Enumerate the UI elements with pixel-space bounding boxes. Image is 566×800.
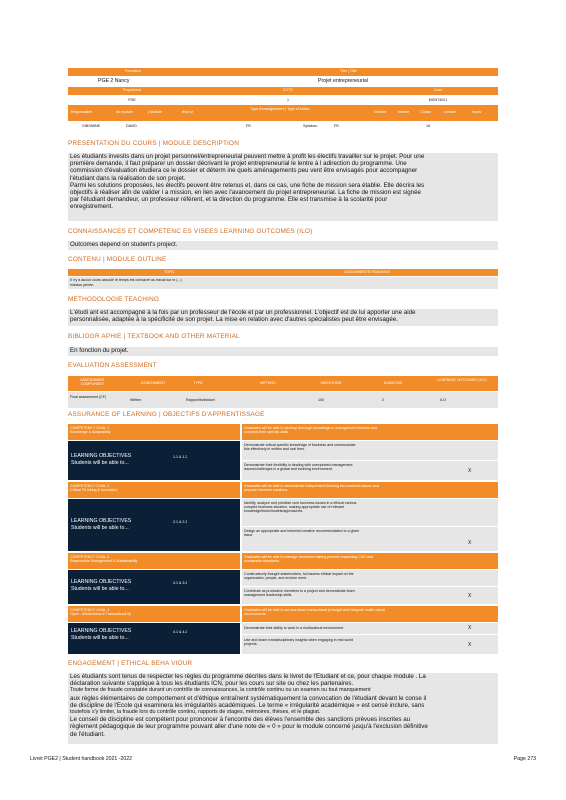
col-module: | Module [148, 110, 162, 114]
eval-weighting: 100 [318, 398, 324, 402]
topic-row-2: mission privée. [70, 283, 94, 287]
engagement-line: toutefois s'y limiter, la fraude lors du contrôle continu, rapports de stages, mémoires, thèses, et le plagiat. [70, 709, 321, 716]
methodology-line: personnalisée, adaptée à la spécificité de son projet. La mise en relation avec d'autres spécialistes peut être envisagée. [70, 316, 398, 324]
objective-text: Demonstrate critical specific knowledge of business and communicate this effectively in written and oral form. [244, 443, 356, 452]
footer-page-number: Page 273 [513, 756, 536, 762]
objective-text: Design an appropriate and informed creative recommendation to a given issue. [244, 529, 360, 538]
eval-col-assessment: ASSESSMENT [140, 381, 166, 385]
ects-label: ECTS [283, 88, 293, 92]
presentation-line: Parmi les solutions proposées, les électifs peuvent être retenus et, dans ce cas, une fiche de mission sera établie. Elle décrira les [70, 181, 425, 189]
eval-col-method: METHOD [260, 381, 276, 385]
presentation-line: par l'étudiant demandeur, un professeur référent, et la direction du programme. Elle est transmise à la scolarité pour [70, 196, 388, 204]
methodology-block [68, 309, 498, 326]
aol-goal-3-row-1 [242, 570, 498, 586]
methodology-heading: METHODOLOGIE TEACHING [68, 296, 160, 303]
lead-value: GIBOMINE [82, 124, 100, 128]
engagement-line: Les étudiants sont tenus de respecter les règles du programme décrites dans le livret de l'Etudiant et ce, pour chaque module . La [70, 673, 426, 680]
aol-goal-4-objectives [68, 623, 240, 654]
objective-mark: X [468, 468, 472, 474]
title-value: Projet entrepreneurial [318, 78, 368, 84]
engagement-line: déclaration suivante s'applique à tous les étudiants ICN, pour les cours sur site ou chez les partenaires. [70, 680, 354, 688]
biblio-text: En fonction du projet. [68, 347, 498, 356]
objectives-numbers: 3.1 & 3.2 [173, 581, 188, 585]
col-responsable: Responsable [71, 110, 92, 114]
footer-left: Livret PGE2 | Student handbook 2021 -2022 [30, 756, 132, 762]
objective-text: Identify, analyze and prioritize core business issues in a ethical various complex business situation, making appropriate use of relevant knowledge/tools/models/approaches. [244, 501, 357, 514]
header-row-2 [68, 77, 498, 86]
goal-label: COMPETENCY GOAL 4 Open - Mindedness & Transcultural ity [68, 606, 240, 622]
competences-heading: CONNAISSANCES ET COMPETENC ES VISEES LEARNING OUTCOMES (ILO) [68, 228, 313, 235]
header-row-1 [68, 68, 498, 76]
contenu-heading: CONTENU | MODULE OUTLINE [68, 256, 167, 263]
aol-goal-2-objectives [68, 499, 240, 551]
aol-goal-4-row-1 [242, 623, 498, 634]
objective-text: Constructively thought stakeholders, full assess ethical impact on the organization, people, and environ ment. [244, 572, 354, 581]
objectives-sub: Students will be able to... [71, 460, 129, 466]
engagement-line: de discipline de l'Ecole qui examinera les irrégularités académiques. Le terme « irrégularité académique » est censé inclure, sans [70, 701, 425, 709]
col-volume: Volume [374, 110, 386, 114]
engagement-heading: ENGAGEMENT | ETHICAL BEHA VIOUR [68, 660, 193, 667]
col-horaire: horaire [398, 110, 410, 114]
lead-value-2: DAVID [126, 124, 137, 128]
eval-method: Rapport/individuel [186, 398, 215, 402]
header-row-3 [68, 87, 498, 95]
code-value: MGNT4021 [428, 98, 448, 102]
objective-text: Demonstrate their ability to work in a multicultural environment. [244, 626, 345, 630]
col-class: | Class [420, 110, 431, 114]
eval-ilo: ILO [440, 398, 446, 402]
eval-col-duration: DURATION [383, 381, 403, 385]
objectives-label: LEARNING OBJECTIVES [71, 453, 132, 459]
eval-col-component: ASSESSMENT COMPONENT [80, 378, 105, 387]
engagement-line: aux règles élémentaires de comportement et d'éthique entraînent systématiquement la convocation de l'étudiant devant le conse il [70, 694, 427, 702]
engagement-line: Toute forme de fraude constatée durant un contrôle de connaissances, la contrôle continu ou un examen ou tout manquement [70, 687, 371, 694]
objectives-label: LEARNING OBJECTIVES [71, 579, 132, 585]
goal-description: Graduates will be able to manage decisions making process respecting CSR and sustainable standards. [242, 553, 498, 569]
presentation-line: Les étudiants investis dans un projet personnel/entrepreneurial peuvent mettre à profit les électifs travailler sur le projet. Pour une [70, 153, 425, 160]
objective-mark: X [468, 642, 472, 648]
goal-description: Graduates will be able to develop thorough knowledge in management theories and concepts their specific skills. [242, 424, 498, 440]
hours-value: 16 [426, 124, 430, 128]
objective-mark: X [468, 593, 472, 599]
topic-row [68, 277, 498, 289]
syllabus-value: FR [334, 124, 339, 128]
aol-goal-1-row-2 [242, 461, 498, 480]
aol-goal-1-row-1 [242, 441, 498, 460]
type-value: FR [246, 124, 251, 128]
presentation-line: objectifs à réaliser afin de valider l a mission, en lien avec l'avancement du projet entrepreneurial. La fiche de mission est signée [70, 189, 421, 197]
ects-value: 1 [287, 98, 289, 102]
presentation-line: enregistrement. [70, 203, 113, 211]
objectives-label: LEARNING OBJECTIVES [71, 518, 132, 524]
competences-text: Outcomes depend on student's project. [68, 241, 498, 250]
topic-header: TOPIC [164, 270, 175, 274]
objectives-label: LEARNING OBJECTIVES [71, 628, 132, 634]
aol-goal-4-row-2 [242, 635, 498, 654]
engagement-line: de l'étudiant. [70, 730, 105, 738]
col-hours: hours [472, 110, 481, 114]
aol-goal-3-header [68, 553, 498, 569]
aol-heading: ASSURANCE OF LEARNING | OBJECTIFS D'APPRENTISSAGE [68, 411, 265, 418]
topic-row-1: Il n'y a aucun cours associé le temps est consacré au travail sur le (...) [70, 278, 182, 282]
syllabus-label: Syllabus: [303, 124, 318, 128]
aol-goal-1-objectives [68, 441, 240, 480]
aol-goal-2-header [68, 482, 498, 498]
programme-label: Programme [122, 88, 142, 92]
aol-goal-4-header [68, 606, 498, 622]
presentation-line: commission d'évaluation étudiera ce le dossier et déterm ine quels aménagements peu vent être envisagés pour accompagner [70, 167, 418, 175]
presentation-block [68, 153, 498, 221]
eval-header-row [68, 376, 498, 391]
objectives-sub: Students will be able to... [71, 586, 129, 592]
eval-component: Final assessment (CF) [70, 395, 107, 399]
goal-label: COMPETENCY GOAL 3 Responsible Management & Sustainability [68, 553, 240, 569]
objective-text: Use and share transdisciplinary insights when engaging in real world projects. [244, 638, 354, 647]
aol-goal-1-header [68, 424, 498, 440]
header-row-5 [68, 105, 498, 121]
presentation-heading: PRÉSENTATION DU COURS | MODULE DESCRIPTION [68, 140, 240, 147]
objective-mark: X [468, 625, 472, 631]
header-row-6 [68, 122, 498, 130]
goal-description: Graduates will be able to demonstrate independent thinking into business issues and propose informed solutions. [242, 482, 498, 498]
title-label: Titre | Title [340, 69, 357, 73]
goal-label: COMPETENCY GOAL 1 Knowledge & Adaptability [68, 424, 240, 440]
aol-goal-3-row-2 [242, 587, 498, 604]
objectives-numbers: 2.1 & 2.2 [173, 520, 188, 524]
objectives-sub: Students will be able to... [71, 635, 129, 641]
topic-header-right: ASSIGNMENTS READINGS [344, 270, 390, 274]
engagement-block [68, 673, 498, 744]
methodology-line: L'étudi ant est accompagné à la fois par un professeur de l'école et par un professionnel. L'objectif est de lui apporter une aide [70, 309, 416, 316]
presentation-line: première demande, il faut préparer un dossier décrivant le projet entrepreneurial le lentre à l adirection du programme. Une [70, 160, 407, 168]
code-label: Code [433, 88, 443, 92]
programme-value: PGE [128, 98, 136, 102]
eval-row [68, 392, 498, 408]
objectives-sub: Students will be able to... [71, 525, 129, 531]
col-contact: contact [444, 110, 456, 114]
col-du-module: du module [116, 110, 133, 114]
goal-description: Graduates will be able to act and share transcultural ly insight and integrate multic ultural environments. [242, 606, 498, 622]
aol-goal-2-row-1 [242, 499, 498, 526]
objective-mark: X [468, 540, 472, 546]
aol-goal-3-objectives [68, 570, 240, 604]
objective-text: Contribute as productive members to a project and demonstrate team management leadership skills. [244, 589, 355, 598]
col-lead: lead or [182, 110, 193, 114]
eval-col-weighting: WEIGHTING [320, 381, 342, 385]
formation-value: PGE 2 Nancy [98, 78, 130, 84]
engagement-line: Le conseil de discipline est compétent pour prononcer à l'encontre des élèves l'ensemble des sanctions prévues inscrites au [70, 716, 411, 724]
topic-header-row [68, 269, 498, 276]
engagement-line: règlement pédagogique de leur programme pouvant aller d'une note de « 0 » pour le module concerné jusqu'à l'exclusion définitive [70, 723, 428, 731]
biblio-heading: BIBLIOGR APHIE | TEXTBOOK AND OTHER MATERIAL [68, 333, 240, 340]
formation-label: Formation [124, 69, 142, 73]
objectives-numbers: 4.1 & 4.2 [173, 630, 188, 634]
objective-text: Demonstrate their flexibility in dealing with unexpected management issues/challenges in a global and evolving environment. [244, 463, 353, 472]
eval-assessment: Written [130, 398, 142, 402]
evaluation-heading: EVALUATION ASSESSMENT [68, 362, 157, 369]
header-row-4 [68, 96, 498, 104]
eval-col-ilo: LEARNING OUTCOMES (ILO) [437, 378, 487, 382]
eval-duration: 2 [382, 398, 384, 402]
presentation-line: l'étudiant dans la réalisation de son projet. [70, 174, 186, 182]
col-type: Type d'enseignement | Type of tuition [250, 107, 310, 111]
objectives-numbers: 1.1 & 1.2 [173, 455, 188, 459]
goal-label: COMPETENCY GOAL 2 Critical Th inking & Innovation [68, 482, 240, 498]
aol-goal-2-row-2 [242, 527, 498, 551]
eval-col-type: TYPE [193, 381, 203, 385]
